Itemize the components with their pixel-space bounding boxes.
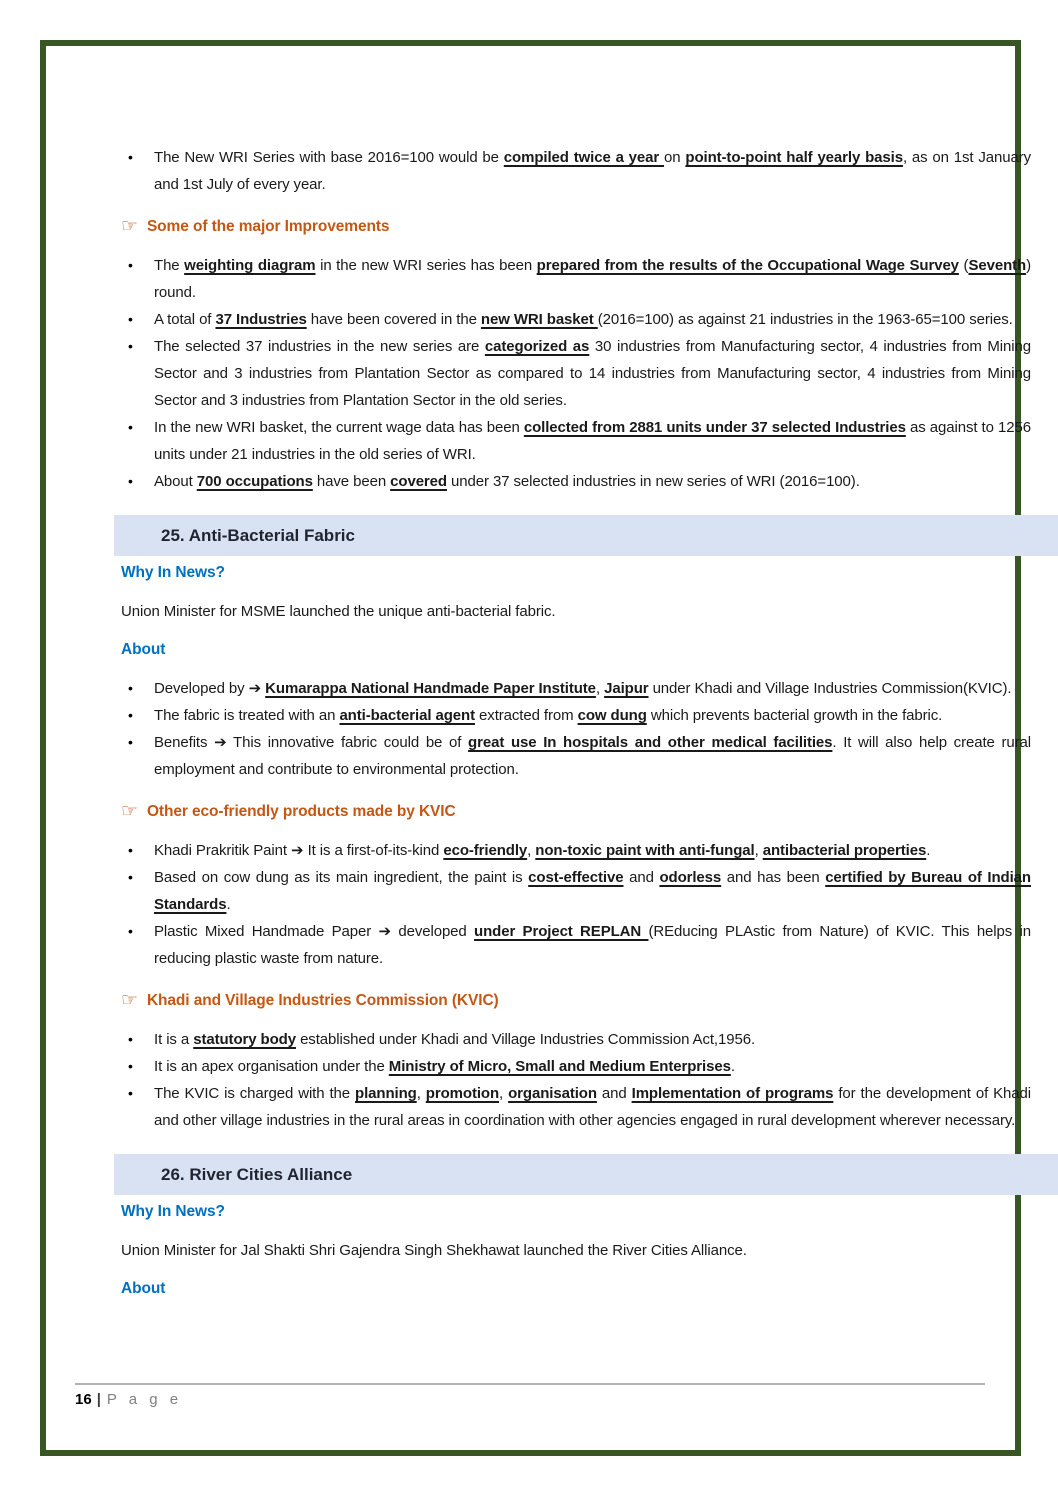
emphasized-text: 37 Industries: [215, 311, 307, 328]
emphasized-text: organisation: [508, 1085, 597, 1102]
emphasized-text: new WRI basket: [480, 311, 598, 328]
bullet-marker-icon: •: [128, 734, 133, 750]
pointing-hand-icon: ☞: [121, 801, 138, 822]
bullet-marker-icon: •: [128, 707, 133, 723]
text-run: under 37 selected industries in new series of WRI (2016=100).: [446, 473, 860, 490]
bullet-text: [154, 707, 942, 724]
paragraph: [121, 598, 1031, 625]
pointing-hand-icon: ☞: [121, 990, 138, 1011]
text-run: on: [664, 149, 686, 166]
text-run: have been: [312, 473, 391, 490]
text-run: extracted from: [474, 707, 578, 724]
text-run: About: [154, 473, 197, 490]
page-footer: [75, 1383, 985, 1410]
text-run: The: [154, 257, 185, 274]
text-run: Khadi Prakritik Paint: [154, 842, 292, 859]
arrow-icon: ➔: [378, 923, 391, 940]
bullet-text: [154, 869, 1031, 913]
bullet-marker-icon: •: [128, 869, 133, 885]
emphasized-text: promotion: [425, 1085, 500, 1102]
emphasized-text: weighting diagram: [184, 257, 316, 274]
bullet-text: [154, 680, 1011, 697]
paragraph: [121, 1237, 1031, 1264]
bullet-text: [154, 923, 1031, 967]
blue-subheading: About: [121, 1280, 166, 1297]
footer-page-label: P a g e: [106, 1391, 183, 1408]
blue-subheading: Why In News?: [121, 564, 225, 581]
bullet-text: [154, 842, 930, 859]
bullet-marker-icon: •: [128, 1031, 133, 1047]
bullet-item: [121, 252, 1031, 306]
section-header-bar: [114, 515, 1058, 556]
section-title: 25. Anti-Bacterial Fabric: [161, 526, 355, 545]
bullet-text: [154, 311, 1013, 328]
arrow-icon: ➔: [214, 734, 227, 751]
text-run: ,: [595, 680, 605, 697]
emphasized-text: eco-friendly: [443, 842, 528, 859]
text-run: It is a first-of-its-kind: [303, 842, 444, 859]
text-run: Union Minister for Jal Shakti Shri Gajendra Singh Shekhawat launched the River Cities Alliance.: [121, 1242, 747, 1259]
section-header-bar: [114, 1154, 1058, 1195]
text-run: ,: [416, 1085, 426, 1102]
document-content: [92, 92, 1058, 1314]
text-run: (2016=100) as against 21 industries in the 1963-65=100 series.: [597, 311, 1013, 328]
text-run: It is an apex organisation under the: [154, 1058, 389, 1075]
text-run: .: [226, 896, 231, 913]
emphasized-text: Implementation of programs: [631, 1085, 834, 1102]
text-run: (: [958, 257, 969, 274]
bullet-text: [154, 1031, 755, 1048]
orange-heading-text: Other eco-friendly products made by KVIC: [146, 803, 456, 820]
section-title: 26. River Cities Alliance: [161, 1165, 353, 1184]
bullet-marker-icon: •: [128, 311, 133, 327]
text-run: It is a: [154, 1031, 194, 1048]
emphasized-text: great use In hospitals and other medical facilities: [468, 734, 833, 751]
emphasized-text: Seventh: [968, 257, 1027, 274]
emphasized-text: planning: [355, 1085, 417, 1102]
text-run: as against to 1256 units under 21 industries in the old series of WRI.: [154, 419, 1031, 463]
bullet-item: [121, 1053, 1031, 1080]
bullet-item: [121, 1080, 1031, 1134]
bullet-text: [154, 149, 1031, 193]
bullet-item: [121, 144, 1031, 198]
orange-heading-text: Khadi and Village Industries Commission (KVIC): [146, 992, 499, 1009]
page-border-frame: [40, 40, 1032, 1456]
bullet-marker-icon: •: [128, 842, 133, 858]
text-run: established under Khadi and Village Industries Commission Act,1956.: [296, 1031, 756, 1048]
text-run: (REducing PLAstic from Nature) of KVIC. This helps in reducing plastic waste from nature.: [154, 923, 1032, 967]
orange-heading: [121, 800, 1031, 824]
emphasized-text: antibacterial properties: [762, 842, 927, 859]
text-run: in the new WRI series has been: [315, 257, 537, 274]
orange-heading: [121, 989, 1031, 1013]
bullet-marker-icon: •: [128, 923, 133, 939]
emphasized-text: odorless: [659, 869, 722, 886]
text-run: .: [730, 1058, 735, 1075]
bullet-item: [121, 306, 1031, 333]
text-run: which prevents bacterial growth in the fabric.: [646, 707, 943, 724]
bullet-marker-icon: •: [128, 149, 133, 165]
text-run: Developed by: [154, 680, 249, 697]
text-run: . It will also help create rural employment and contribute to environmental protection.: [154, 734, 1031, 778]
text-run: 30 industries from Manufacturing sector, 4 industries from Mining Sector and 3 industries from Plantation Sector as compared to 14 industries from Manufacturing sector, 4 industries from Mining Sector and 3 industries from Plantation Sector in the old series.: [154, 338, 1031, 409]
bullet-item: [121, 837, 1031, 864]
emphasized-text: categorized as: [484, 338, 590, 355]
bullet-item: [121, 675, 1031, 702]
emphasized-text: Kumarappa National Handmade Paper Institute: [265, 680, 596, 697]
emphasized-text: Ministry of Micro, Small and Medium Enterprises: [388, 1058, 731, 1075]
bullet-marker-icon: •: [128, 338, 133, 354]
emphasized-text: statutory body: [193, 1031, 296, 1048]
text-run: and has been: [721, 869, 826, 886]
bullet-marker-icon: •: [128, 680, 133, 696]
text-run: .: [926, 842, 931, 859]
text-run: Union Minister for MSME launched the unique anti-bacterial fabric.: [121, 603, 556, 620]
pointing-hand-icon: ☞: [121, 216, 138, 237]
bullet-text: [154, 734, 1031, 778]
text-run: have been covered in the: [306, 311, 481, 328]
text-run: ,: [527, 842, 536, 859]
emphasized-text: certified by Bureau of Indian Standards: [154, 869, 1031, 913]
bullet-item: [121, 1026, 1031, 1053]
emphasized-text: prepared from the results of the Occupational Wage Survey: [536, 257, 959, 274]
emphasized-text: 700 occupations: [196, 473, 313, 490]
bullet-item: [121, 918, 1031, 972]
text-run: Based on cow dung as its main ingredient, the paint is: [154, 869, 529, 886]
emphasized-text: cow dung: [577, 707, 647, 724]
bullet-item: [121, 702, 1031, 729]
text-run: for the development of Khadi and other village industries in the rural areas in coordination with other agencies engaged in rural development wherever necessary.: [154, 1085, 1032, 1129]
text-run: ,: [754, 842, 763, 859]
emphasized-text: under Project REPLAN: [474, 923, 649, 940]
text-run: ,: [499, 1085, 509, 1102]
text-run: and: [596, 1085, 632, 1102]
emphasized-text: point-to-point half yearly basis: [685, 149, 903, 166]
text-run: In the new WRI basket, the current wage data has been: [154, 419, 524, 436]
bullet-item: [121, 333, 1031, 414]
emphasized-text: Jaipur: [604, 680, 649, 697]
orange-heading-text: Some of the major Improvements: [146, 218, 390, 235]
text-run: and: [623, 869, 660, 886]
orange-heading: [121, 215, 1031, 239]
emphasized-text: non-toxic paint with anti-fungal: [535, 842, 755, 859]
emphasized-text: anti-bacterial agent: [339, 707, 475, 724]
arrow-icon: ➔: [291, 842, 304, 859]
bullet-text: [154, 1058, 735, 1075]
bullet-item: [121, 468, 1031, 495]
bullet-text: [154, 419, 1031, 463]
arrow-icon: ➔: [248, 680, 262, 697]
text-run: This innovative fabric could be of: [226, 734, 469, 751]
footer-page-number: 16: [75, 1391, 92, 1408]
bullet-text: [154, 473, 860, 490]
bullet-marker-icon: •: [128, 1085, 133, 1101]
text-run: The New WRI Series with base 2016=100 would be: [154, 149, 504, 166]
emphasized-text: compiled twice a year: [503, 149, 665, 166]
bullet-item: [121, 729, 1031, 783]
blue-subheading: About: [121, 641, 166, 658]
emphasized-text: covered: [390, 473, 447, 490]
footer-separator: |: [96, 1391, 101, 1408]
emphasized-text: cost-effective: [528, 869, 624, 886]
bullet-marker-icon: •: [128, 257, 133, 273]
text-run: ) round.: [154, 257, 1031, 301]
bullet-item: [121, 864, 1031, 918]
text-run: Plastic Mixed Handmade Paper: [154, 923, 379, 940]
text-run: The KVIC is charged with the: [154, 1085, 356, 1102]
bullet-text: [154, 257, 1031, 301]
text-run: developed: [390, 923, 475, 940]
bullet-marker-icon: •: [128, 1058, 133, 1074]
bullet-item: [121, 414, 1031, 468]
text-run: The fabric is treated with an: [154, 707, 340, 724]
bullet-marker-icon: •: [128, 473, 133, 489]
emphasized-text: collected from 2881 units under 37 selected Industries: [523, 419, 906, 436]
bullet-text: [154, 338, 1031, 409]
text-run: Benefits: [154, 734, 215, 751]
bullet-text: [154, 1085, 1031, 1129]
blue-subheading: Why In News?: [121, 1203, 225, 1220]
text-run: A total of: [154, 311, 216, 328]
text-run: , as on 1st January and 1st July of every year.: [154, 149, 1031, 193]
text-run: The selected 37 industries in the new series are: [154, 338, 485, 355]
text-run: under Khadi and Village Industries Commission(KVIC).: [648, 680, 1012, 697]
bullet-marker-icon: •: [128, 419, 133, 435]
